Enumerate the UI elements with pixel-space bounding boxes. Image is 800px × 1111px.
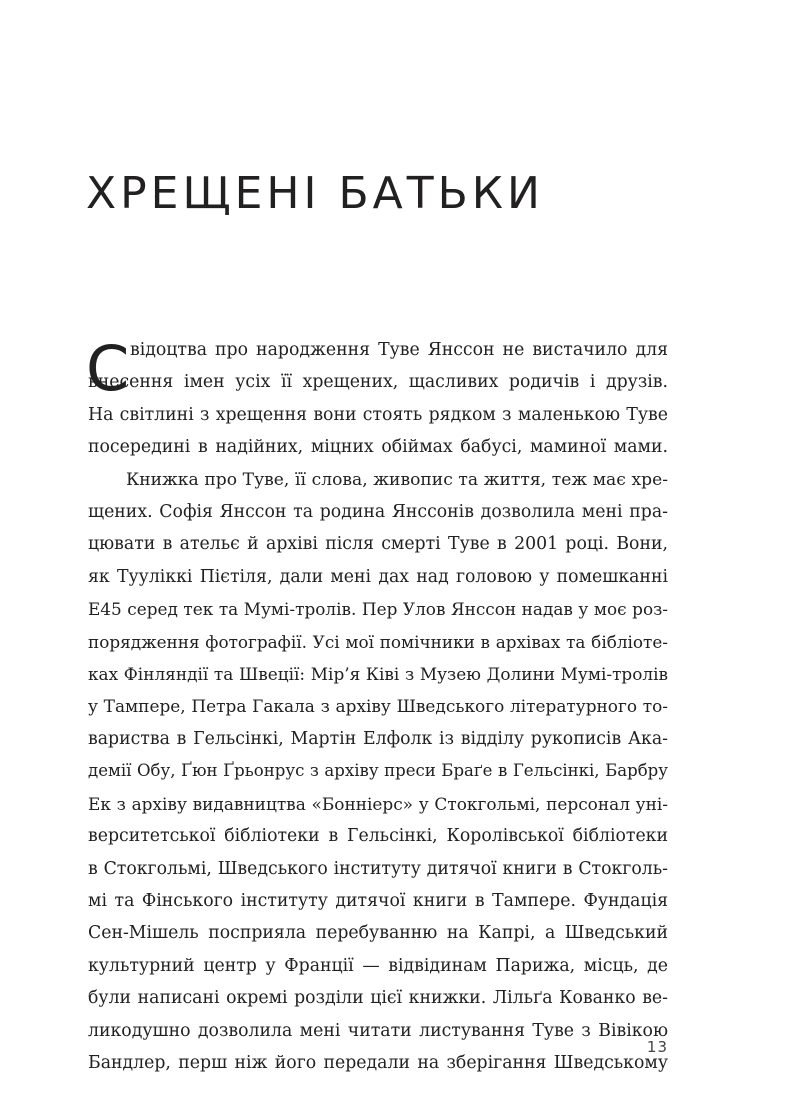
paragraph-1 (88, 334, 668, 464)
text-line: ках Фінляндії та Швеції: Мір’я Ківі з Музею Долини Мумі-тролів (88, 664, 668, 685)
text-line: внесення імен усіх її хрещених, щасливих родичів і друзів. (88, 372, 668, 393)
text-line: мі та Фінського інституту дитячої книги в Тампере. Фундація (88, 890, 668, 911)
text-line: Книжка про Туве, її слова, живопис та життя, теж має хре- (126, 469, 668, 490)
text-line: Ек з архіву видавництва «Бонніерс» у Стокгольмі, персонал уні- (88, 793, 668, 814)
chapter-title: ХРЕЩЕНІ БАТЬКИ (86, 168, 544, 219)
text-line: ликодушно дозволила мені читати листування Туве з Вівікою (88, 1020, 668, 1041)
text-line: Бандлер, перш ніж його передали на зберігання Шведському (88, 1052, 668, 1073)
text-line: верситетської бібліотеки в Гельсінкі, Королівської бібліотеки (88, 826, 668, 847)
body-text (88, 334, 668, 1079)
paragraph-2 (88, 464, 668, 1080)
text-line: Сен-Мішель посприяла перебуванню на Капрі, а Шведський (88, 923, 668, 944)
text-line: демії Обу, Ґюн Ґрьонрус з архіву преси Браґе в Гельсінкі, Барбру (88, 761, 668, 781)
page-number: 13 (646, 1038, 668, 1056)
text-line: культурний центр у Франції — відвідинам Парижа, місць, де (88, 955, 668, 976)
text-line: у Тампере, Петра Гакала з архіву Шведського літературного то- (88, 696, 668, 717)
text-line: вариства в Гельсінкі, Мартін Елфолк із відділу рукописів Ака- (88, 728, 668, 749)
text-line: щених. Софія Янссон та родина Янссонів дозволила мені пра- (88, 502, 668, 523)
text-line: як Тууліккі Пієтіля, дали мені дах над головою у помешканні (88, 566, 668, 587)
text-line: На світлині з хрещення вони стоять рядком з маленькою Туве (88, 404, 668, 425)
text-line: посередині в надійних, міцних обіймах бабусі, маминої мами. (88, 437, 668, 458)
text-line: цювати в ательє й архіві після смерті Туве в 2001 році. Вони, (88, 534, 668, 555)
text-line: порядження фотографії. Усі мої помічники в архівах та бібліоте- (88, 631, 668, 652)
text-line: в Стокгольмі, Шведського інституту дитячої книги в Стокголь- (88, 858, 668, 879)
drop-cap: С (86, 332, 130, 405)
text-line: Е45 серед тек та Мумі-тролів. Пер Улов Янссон надав у моє роз- (88, 599, 668, 620)
text-line: були написані окремі розділи цієї книжки. Лільґа Кованко ве- (88, 988, 668, 1009)
text-line: відоцтва про народження Туве Янссон не вистачило для (130, 340, 668, 360)
